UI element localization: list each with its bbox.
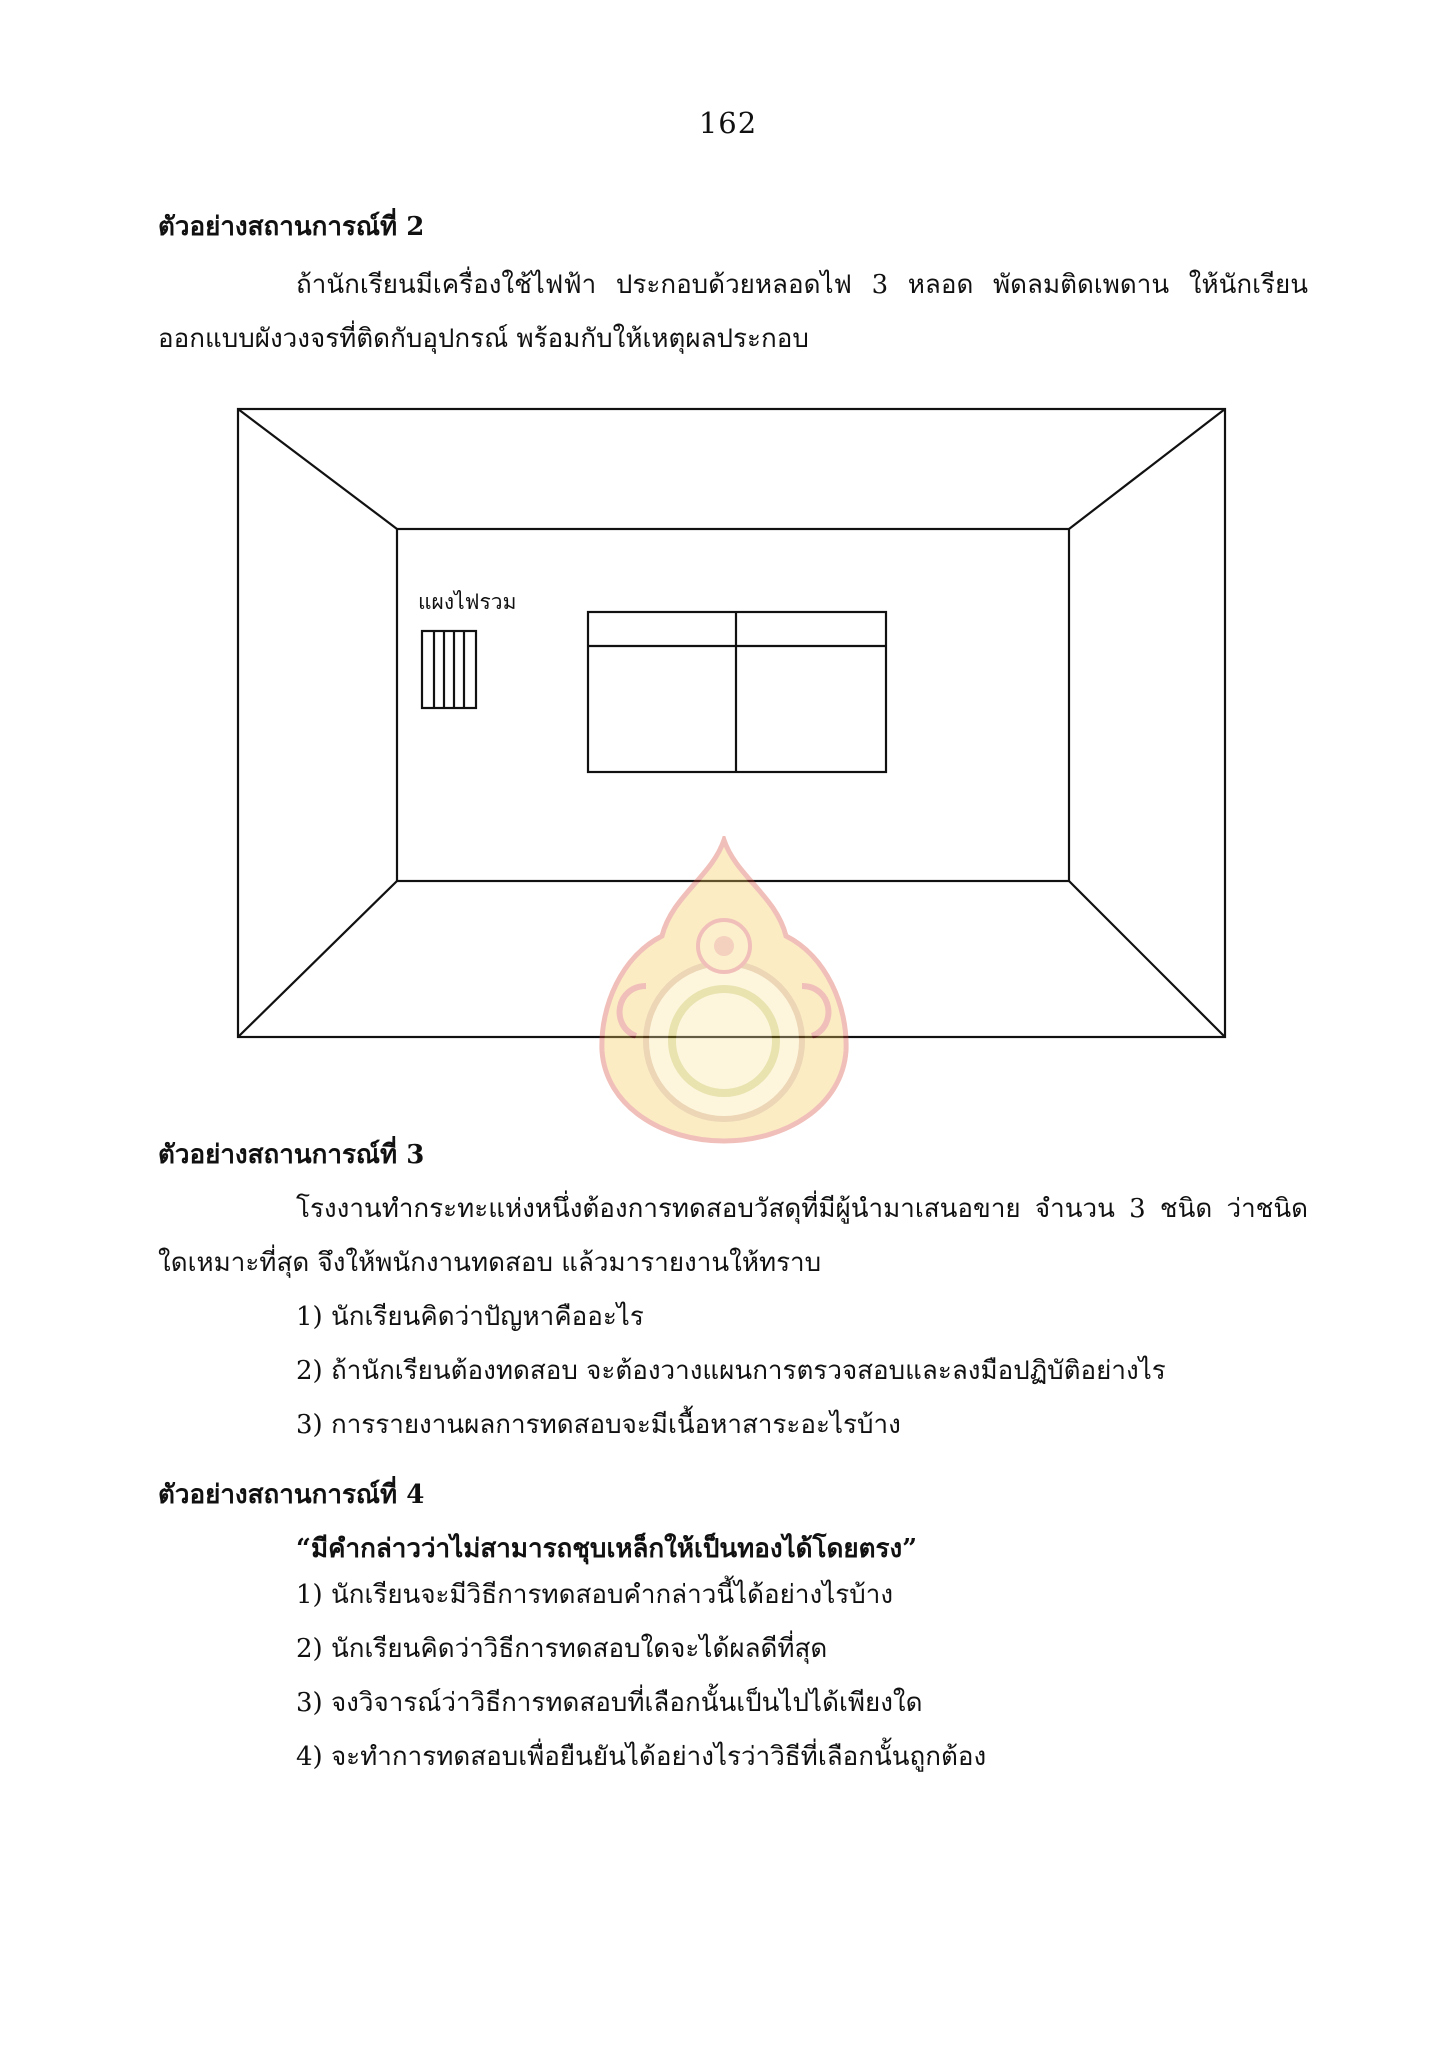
situation-3-heading: ตัวอย่างสถานการณ์ที่ 3 [158,1140,425,1170]
list-item: 2) ถ้านักเรียนต้องทดสอบ จะต้องวางแผนการตรวจสอบและลงมือปฏิบัติอย่างไร [296,1356,1166,1386]
window [588,612,886,772]
situation-4-heading: ตัวอย่างสถานการณ์ที่ 4 [158,1480,425,1510]
situation-4-quote: “มีคำกล่าวว่าไม่สามารถชุบเหล็กให้เป็นทองได้โดยตรง” [296,1534,918,1564]
ceiling-corner-left-line [238,409,397,529]
situation-3-list [296,1290,1166,1452]
situation-2-paragraph: ถ้านักเรียนมีเครื่องใช้ไฟฟ้า ประกอบด้วยหลอดไฟ 3 หลอด พัดลมติดเพดาน ให้นักเรียนออกแบบผังวงจรที่ติดกับอุปกรณ์ พร้อมกับให้เหตุผลประกอบ [158,270,1308,354]
situation-2-heading: ตัวอย่างสถานการณ์ที่ 2 [158,212,425,242]
list-item: 4) จะทำการทดสอบเพื่อยืนยันได้อย่างไรว่าวิธีที่เลือกนั้นถูกต้อง [296,1742,987,1772]
panel-label: แผงไฟรวม [418,591,517,614]
seal-watermark-icon [586,836,862,1146]
list-item: 1) นักเรียนจะมีวิธีการทดสอบคำกล่าวนี้ได้อย่างไรบ้าง [296,1580,894,1610]
floor-corner-right-line [1069,881,1225,1037]
electrical-panel [422,631,476,708]
floor-corner-left-line [238,881,397,1037]
ceiling-corner-right-line [1069,409,1225,529]
page-number: 162 [698,106,758,140]
list-item: 1) นักเรียนคิดว่าปัญหาคืออะไร [296,1302,644,1332]
back-wall [397,529,1069,881]
list-item: 2) นักเรียนคิดว่าวิธีการทดสอบใดจะได้ผลดีที่สุด [296,1634,828,1664]
list-item: 3) การรายงานผลการทดสอบจะมีเนื้อหาสาระอะไรบ้าง [296,1410,901,1440]
situation-4-list [296,1568,986,1784]
situation-3-paragraph: โรงงานทำกระทะแห่งหนึ่งต้องการทดสอบวัสดุที่มีผู้นำมาเสนอขาย จำนวน 3 ชนิด ว่าชนิดใดเหมาะที่สุด จึงให้พนักงานทดสอบ แล้วมารายงานให้ทราบ [158,1194,1308,1278]
list-item: 3) จงวิจารณ์ว่าวิธีการทดสอบที่เลือกนั้นเป็นไปได้เพียงใด [296,1688,923,1718]
